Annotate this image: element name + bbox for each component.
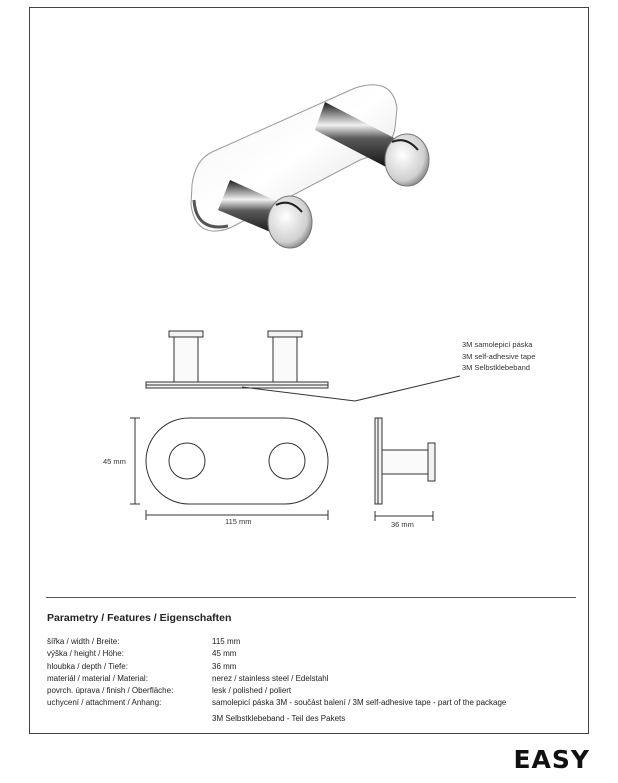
spec-value: 45 mm: [212, 649, 237, 659]
spec-value: lesk / polished / poliert: [212, 686, 292, 696]
depth-label: 36 mm: [391, 520, 414, 529]
brand-logo: EASY: [513, 745, 590, 774]
spec-label: uchycení / attachment / Anhang:: [47, 698, 162, 708]
height-label: 45 mm: [103, 457, 126, 466]
features-title: Parametry / Features / Eigenschaften: [47, 612, 232, 624]
tape-label-en: 3M self-adhesive tape: [462, 352, 536, 361]
side-elevation: [146, 331, 328, 388]
front-view: [146, 418, 328, 504]
spec-label: hloubka / depth / Tiefe:: [47, 661, 128, 671]
profile-view: [375, 418, 435, 504]
spec-label: výška / height / Höhe:: [47, 649, 124, 659]
spec-label: povrch. úprava / finish / Oberfläche:: [47, 686, 174, 696]
spec-label: šířka / width / Breite:: [47, 637, 120, 646]
section-divider: [46, 597, 576, 598]
spec-value: samolepicí páska 3M - součást balení / 3M self-adhesive tape - part of the package: [212, 698, 507, 708]
spec-value: nerez / stainless steel / Edelstahl: [212, 673, 329, 683]
spec-value: 115 mm: [212, 637, 241, 646]
spec-value: 36 mm: [212, 661, 237, 671]
tape-label-cz: 3M samolepicí páska: [462, 340, 533, 349]
spec-label: materiál / material / Material:: [47, 673, 148, 683]
tape-label-de: 3M Selbstklebeband: [462, 363, 530, 372]
tape-callout: [462, 340, 535, 372]
spec-attachment-extra: 3M Selbstklebeband - Teil des Pakets: [212, 714, 346, 723]
width-label: 115 mm: [225, 517, 252, 526]
height-dimension: [130, 418, 140, 504]
